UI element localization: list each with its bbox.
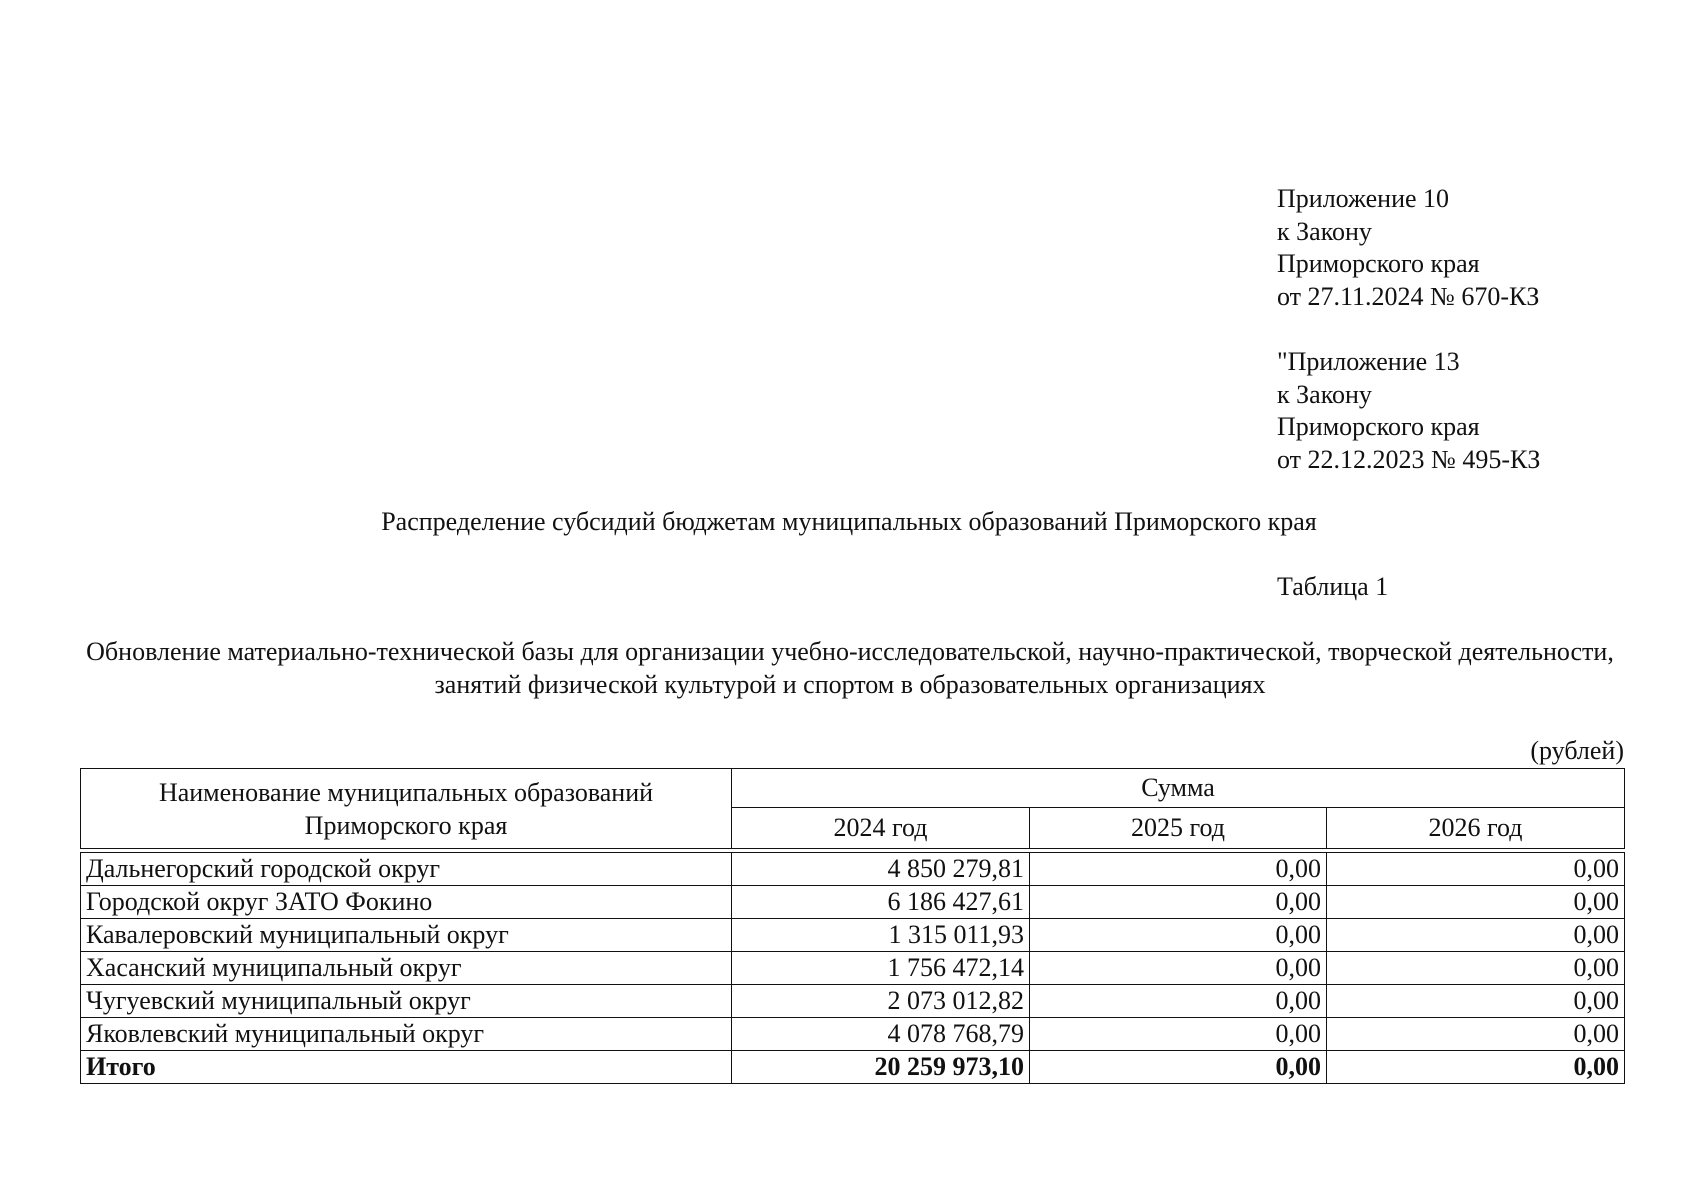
total-amount-2025: 0,00	[1030, 1051, 1327, 1084]
table-row	[81, 886, 1625, 919]
table-row	[81, 1018, 1625, 1051]
row-amount-2026: 0,00	[1327, 886, 1625, 919]
row-amount-2024: 2 073 012,82	[732, 985, 1030, 1018]
table-row	[81, 952, 1625, 985]
row-municipality: Кавалеровский муниципальный округ	[81, 919, 732, 952]
row-amount-2024: 1 756 472,14	[732, 952, 1030, 985]
header-year-2025: 2025 год	[1030, 808, 1327, 849]
total-amount-2026: 0,00	[1327, 1051, 1625, 1084]
row-amount-2024: 4 850 279,81	[732, 853, 1030, 886]
appendix-region: Приморского края	[1277, 249, 1480, 278]
table-number: Таблица 1	[1277, 572, 1389, 601]
row-amount-2025: 0,00	[1030, 952, 1327, 985]
header-year-2024: 2024 год	[732, 808, 1030, 849]
header-municipality: Наименование муниципальных образований Приморского края	[81, 769, 732, 849]
row-amount-2025: 0,00	[1030, 1018, 1327, 1051]
appendix-reference-amended	[1277, 346, 1657, 476]
row-municipality: Дальнегорский городской округ	[81, 853, 732, 886]
document-title: Распределение субсидий бюджетам муниципальных образований Приморского края	[381, 507, 1317, 536]
row-amount-2025: 0,00	[1030, 919, 1327, 952]
row-municipality: Хасанский муниципальный округ	[81, 952, 732, 985]
appendix-law-date: от 22.12.2023 № 495-КЗ	[1277, 444, 1541, 474]
total-amount-2024: 20 259 973,10	[732, 1051, 1030, 1084]
appendix-law-label: к Закону	[1277, 379, 1372, 409]
table-subtitle: Обновление материально-технической базы для организации учебно-исследовательской, научно-практической, творческой деятельности, занятий физической культурой и спортом в образовательных организациях	[86, 637, 1614, 699]
table-row	[81, 919, 1625, 952]
appendix-region: Приморского края	[1277, 412, 1480, 441]
row-amount-2024: 4 078 768,79	[732, 1018, 1030, 1051]
row-amount-2026: 0,00	[1327, 1018, 1625, 1051]
header-year-2026: 2026 год	[1327, 808, 1625, 849]
total-label: Итого	[81, 1051, 732, 1084]
appendix-reference-current	[1277, 183, 1657, 313]
table-row	[81, 985, 1625, 1018]
row-amount-2026: 0,00	[1327, 853, 1625, 886]
appendix-number: Приложение 10	[1277, 184, 1450, 213]
appendix-law-label: к Закону	[1277, 216, 1372, 246]
row-municipality: Городской округ ЗАТО Фокино	[81, 886, 732, 919]
row-municipality: Яковлевский муниципальный округ	[81, 1018, 732, 1051]
subsidy-table	[80, 768, 1625, 1084]
row-amount-2026: 0,00	[1327, 985, 1625, 1018]
row-amount-2025: 0,00	[1030, 853, 1327, 886]
appendix-number: "Приложение 13	[1277, 347, 1460, 376]
row-amount-2025: 0,00	[1030, 886, 1327, 919]
table-total-row	[81, 1051, 1625, 1084]
row-amount-2024: 1 315 011,93	[732, 919, 1030, 952]
table-row	[81, 853, 1625, 886]
header-sum: Сумма	[732, 769, 1625, 808]
row-amount-2025: 0,00	[1030, 985, 1327, 1018]
row-municipality: Чугуевский муниципальный округ	[81, 985, 732, 1018]
row-amount-2026: 0,00	[1327, 952, 1625, 985]
row-amount-2026: 0,00	[1327, 919, 1625, 952]
units-label: (рублей)	[1530, 736, 1624, 765]
appendix-law-date: от 27.11.2024 № 670-КЗ	[1277, 281, 1540, 311]
row-amount-2024: 6 186 427,61	[732, 886, 1030, 919]
